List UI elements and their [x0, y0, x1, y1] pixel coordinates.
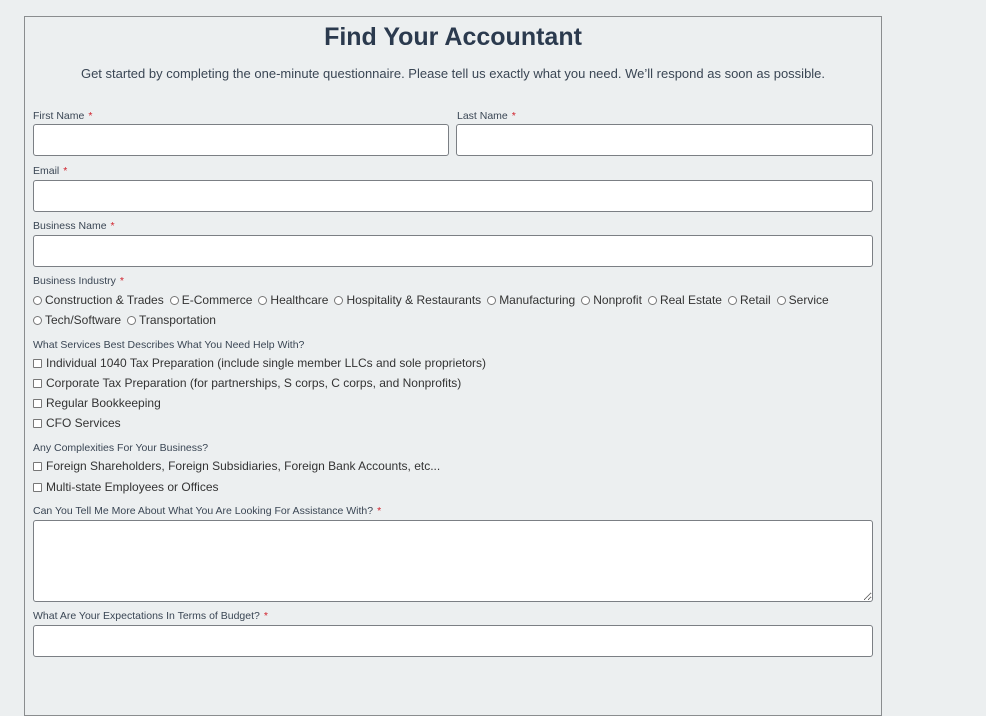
option-label: Corporate Tax Preparation (for partnerships, S corps, C corps, and Nonprofits) — [46, 376, 462, 390]
radio-icon[interactable] — [127, 316, 136, 325]
industry-option[interactable] — [258, 293, 328, 307]
radio-icon[interactable] — [581, 296, 590, 305]
required-mark: * — [63, 165, 68, 177]
business-name-label — [33, 220, 115, 232]
label-text: Email — [33, 165, 60, 177]
radio-icon[interactable] — [258, 296, 267, 305]
label-text: What Are Your Expectations In Terms of Budget? — [33, 610, 260, 622]
industry-option[interactable] — [728, 293, 771, 307]
industry-option[interactable] — [127, 313, 216, 327]
option-label: Foreign Shareholders, Foreign Subsidiaries, Foreign Bank Accounts, etc... — [46, 459, 441, 473]
checkbox-icon[interactable] — [33, 462, 42, 471]
required-mark: * — [110, 220, 115, 232]
industry-option[interactable] — [648, 293, 722, 307]
radio-icon[interactable] — [648, 296, 657, 305]
option-label: Healthcare — [270, 293, 329, 307]
option-label: E-Commerce — [181, 293, 253, 307]
industry-option[interactable] — [33, 313, 121, 327]
industry-option[interactable] — [581, 293, 642, 307]
label-text: Business Name — [33, 220, 107, 232]
email-label — [33, 165, 67, 177]
complexity-option[interactable] — [33, 459, 440, 473]
industry-option[interactable] — [33, 293, 164, 307]
assistance-label — [33, 505, 381, 517]
last-name-label — [457, 110, 516, 122]
option-label: Retail — [739, 293, 771, 307]
industry-option[interactable] — [334, 293, 481, 307]
radio-icon[interactable] — [334, 296, 343, 305]
option-label: Real Estate — [659, 293, 722, 307]
option-label: CFO Services — [46, 416, 121, 430]
complexities-label: Any Complexities For Your Business? — [33, 442, 209, 454]
form-panel — [24, 16, 882, 716]
industry-label — [33, 275, 124, 287]
option-label: Nonprofit — [593, 293, 642, 307]
industry-option[interactable] — [777, 293, 829, 307]
option-label: Transportation — [139, 313, 216, 327]
last-name-input[interactable] — [456, 124, 873, 156]
budget-label — [33, 610, 268, 622]
checkbox-icon[interactable] — [33, 399, 42, 408]
label-text: Can You Tell Me More About What You Are Looking For Assistance With? — [33, 505, 374, 517]
required-mark: * — [88, 110, 93, 122]
option-label: Multi-state Employees or Offices — [46, 480, 219, 494]
radio-icon[interactable] — [777, 296, 786, 305]
required-mark: * — [511, 110, 516, 122]
label-text: Last Name — [457, 110, 508, 122]
first-name-input[interactable] — [33, 124, 449, 156]
service-option[interactable] — [33, 396, 161, 410]
radio-icon[interactable] — [728, 296, 737, 305]
required-mark: * — [119, 275, 124, 287]
option-label: Tech/Software — [45, 313, 122, 327]
option-label: Manufacturing — [499, 293, 576, 307]
option-label: Regular Bookkeeping — [46, 396, 161, 410]
first-name-label — [33, 110, 92, 122]
industry-option[interactable] — [170, 293, 253, 307]
industry-radio-row-2 — [33, 313, 222, 327]
service-option[interactable] — [33, 416, 121, 430]
radio-icon[interactable] — [487, 296, 496, 305]
checkbox-icon[interactable] — [33, 419, 42, 428]
checkbox-icon[interactable] — [33, 359, 42, 368]
services-label: What Services Best Describes What You Need Help With? — [33, 339, 305, 351]
radio-icon[interactable] — [170, 296, 179, 305]
budget-input[interactable] — [33, 625, 873, 657]
option-label: Service — [788, 293, 829, 307]
assistance-textarea[interactable] — [33, 520, 873, 602]
checkbox-icon[interactable] — [33, 483, 42, 492]
label-text: Business Industry — [33, 275, 116, 287]
complexity-option[interactable] — [33, 480, 219, 494]
service-option[interactable] — [33, 376, 461, 390]
email-input[interactable] — [33, 180, 873, 212]
service-option[interactable] — [33, 356, 486, 370]
page-title: Find Your Accountant — [324, 23, 582, 51]
label-text: First Name — [33, 110, 85, 122]
required-mark: * — [263, 610, 268, 622]
industry-radio-row-1 — [33, 293, 835, 307]
required-mark: * — [377, 505, 382, 517]
page-subtitle: Get started by completing the one-minute questionnaire. Please tell us exactly what you need. We’ll respond as soon as possible. — [80, 66, 826, 81]
industry-option[interactable] — [487, 293, 575, 307]
radio-icon[interactable] — [33, 316, 42, 325]
option-label: Construction & Trades — [45, 293, 164, 307]
option-label: Individual 1040 Tax Preparation (include single member LLCs and sole proprietors) — [46, 356, 487, 370]
option-label: Hospitality & Restaurants — [346, 293, 482, 307]
business-name-input[interactable] — [33, 235, 873, 267]
checkbox-icon[interactable] — [33, 379, 42, 388]
radio-icon[interactable] — [33, 296, 42, 305]
